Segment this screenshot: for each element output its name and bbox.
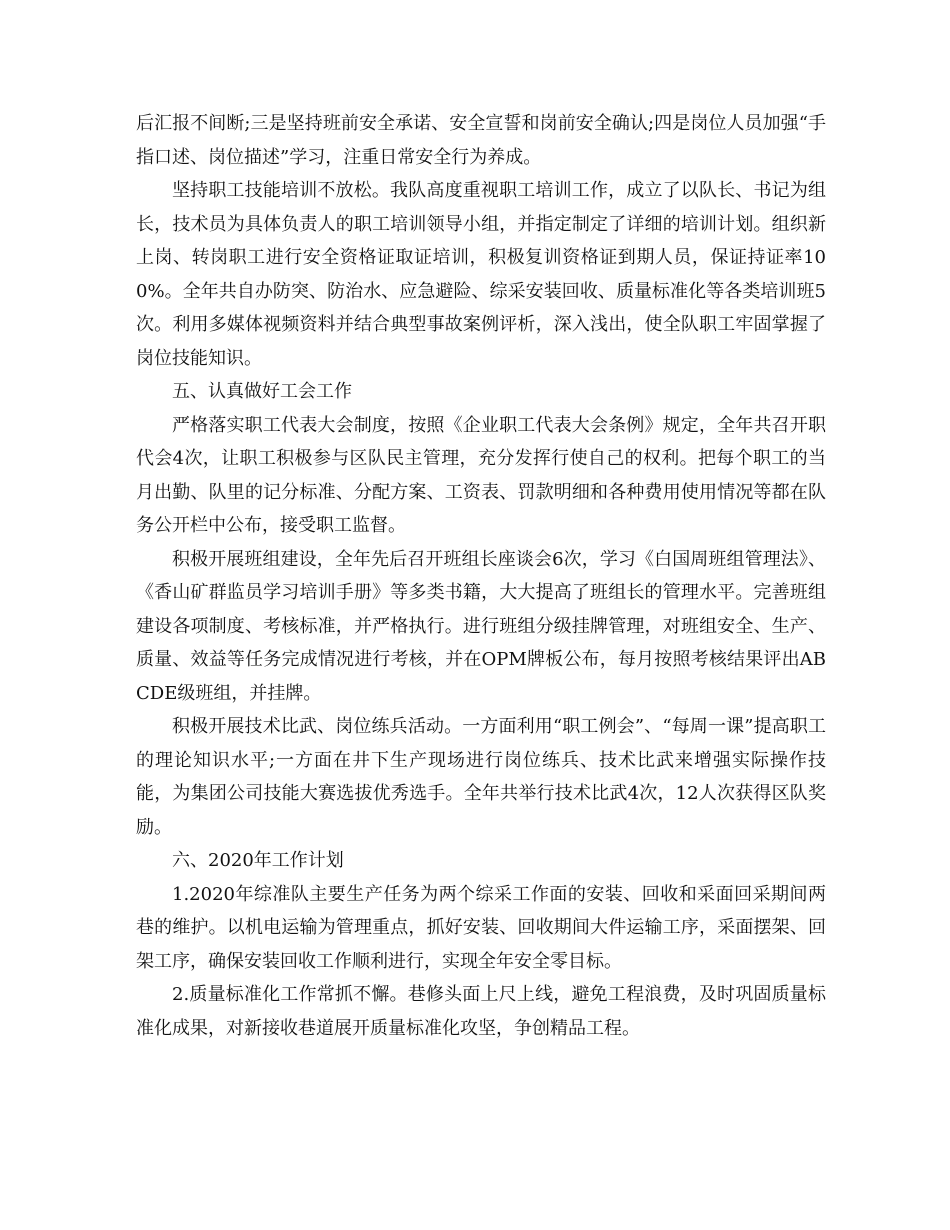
paragraph-skills-training: 坚持职工技能培训不放松。我队高度重视职工培训工作，成立了以队长、书记为组长，技术员为具体负责人的职工培训领导小组，并指定制定了详细的培训计划。组织新上岗、转岗职工进行安全资格证取证培训，积极复训资格证到期人员，保证持证率100%。全年共自办防突、防治水、应急避险、综采安装回收、质量标准化等各类培训班5次。利用多媒体视频资料并结合典型事故案例评析，深入浅出，使全队职工牢固掌握了岗位技能知识。	[136, 180, 826, 369]
paragraph-safety-continuation: 后汇报不间断;三是坚持班前安全承诺、安全宣誓和岗前安全确认;四是岗位人员加强“手指口述、岗位描述”学习，注重日常安全行为养成。	[136, 113, 826, 168]
paragraph-team-building: 积极开展班组建设，全年先后召开班组长座谈会6次，学习《白国周班组管理法》、《香山矿群监员学习培训手册》等多类书籍，大大提高了班组长的管理水平。完善班组建设各项制度、考核标准，并严格执行。进行班组分级挂牌管理，对班组安全、生产、质量、效益等任务完成情况进行考核，并在OPM牌板公布，每月按照考核结果评出ABCDE级班组，并挂牌。	[136, 548, 826, 704]
paragraph-plan-item-2: 2.质量标准化工作常抓不懈。巷修头面上尺上线，避免工程浪费，及时巩固质量标准化成果，对新接收巷道展开质量标准化攻坚，争创精品工程。	[136, 984, 826, 1039]
paragraph-plan-item-1: 1.2020年综准队主要生产任务为两个综采工作面的安装、回收和采面回采期间两巷的维护。以机电运输为管理重点，抓好安装、回收期间大件运输工序，采面摆架、回架工序，确保安装回收工作顺利进行，实现全年安全零目标。	[136, 883, 826, 972]
paragraph-skills-competition: 积极开展技术比武、岗位练兵活动。一方面利用“职工例会”、“每周一课”提高职工的理论知识水平;一方面在井下生产现场进行岗位练兵、技术比武来增强实际操作技能，为集团公司技能大赛选拔优秀选手。全年共举行技术比武4次，12人次获得区队奖励。	[136, 716, 826, 838]
document-body	[136, 107, 826, 1045]
section-heading-union-work: 五、认真做好工会工作	[172, 381, 352, 402]
paragraph-workers-congress: 严格落实职工代表大会制度，按照《企业职工代表大会条例》规定，全年共召开职代会4次，让职工积极参与区队民主管理，充分发挥行使自己的权利。把每个职工的当月出勤、队里的记分标准、分配方案、工资表、罚款明细和各种费用使用情况等都在队务公开栏中公布，接受职工监督。	[136, 414, 826, 536]
section-heading-work-plan: 六、2020年工作计划	[172, 850, 344, 871]
